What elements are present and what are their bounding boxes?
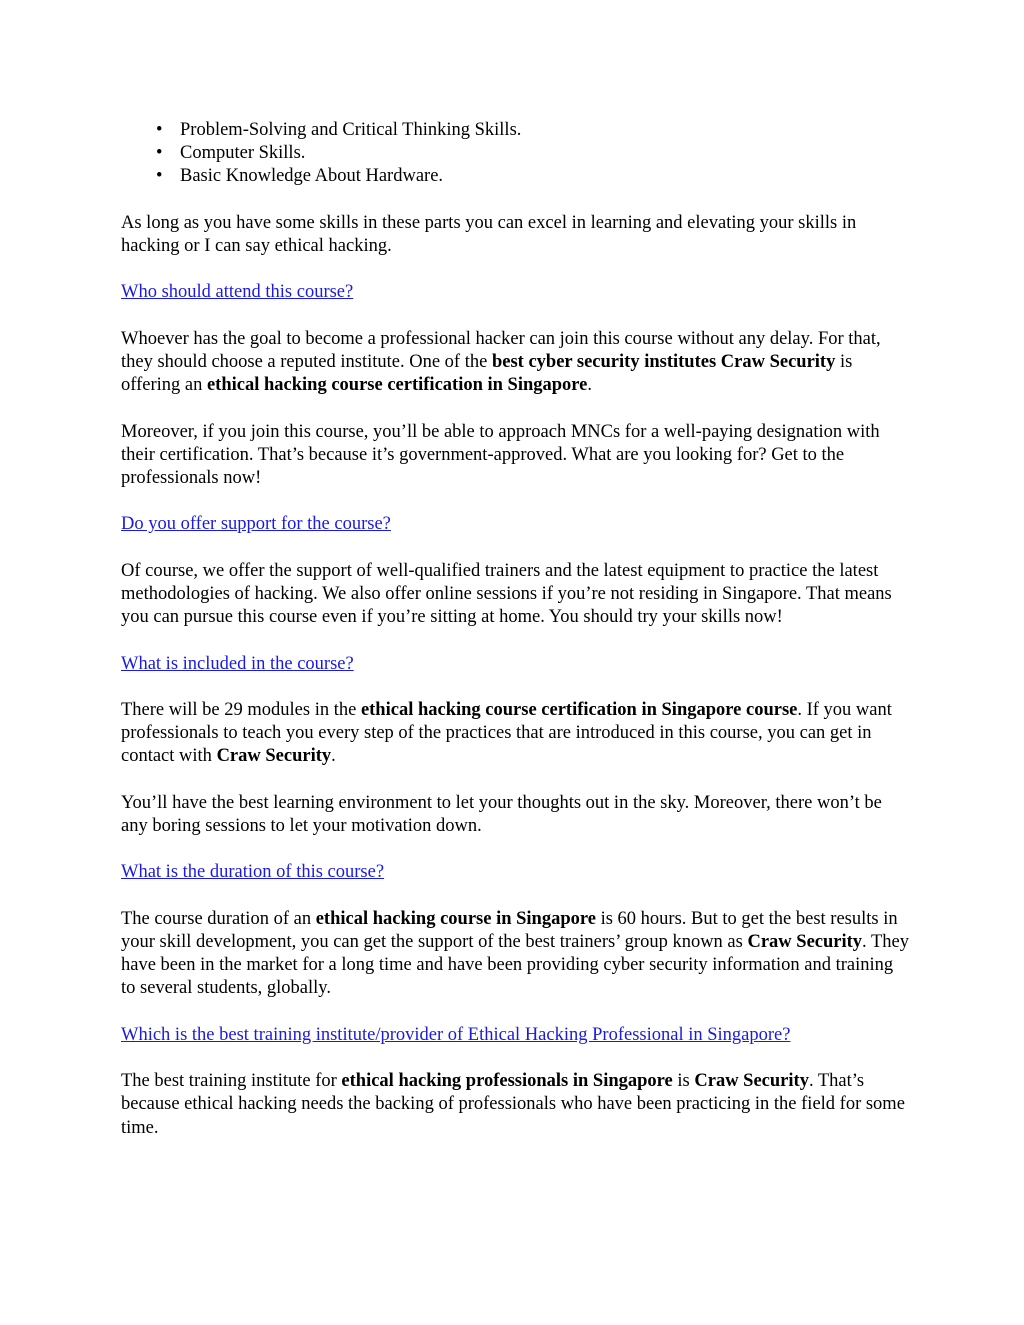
paragraph — [121, 328, 911, 398]
question-heading — [121, 861, 911, 884]
paragraph-text: is 60 hours. But to get the best results in your skill development, you can get the support of the best trainers’ group known as — [121, 908, 898, 952]
bold-text: ethical hacking course in Singapore — [315, 908, 596, 929]
paragraph-text: The course duration of an — [121, 908, 316, 929]
paragraph-text: There will be 29 modules in the — [121, 699, 361, 720]
paragraph — [121, 699, 911, 769]
paragraph: Of course, we offer the support of well-qualified trainers and the latest equipment to practice the latest methodologies of hacking. We also offer online sessions if you’re not residing in Singapore. That means you can pursue this course even if you’re sitting at home. You should try your skills now! — [121, 560, 892, 628]
bold-text: Craw Security — [694, 1071, 809, 1092]
list-item — [121, 119, 911, 142]
question-link-who-should-attend[interactable]: Who should attend this course? — [121, 282, 354, 303]
bullet-icon: • — [156, 166, 163, 187]
list-item — [121, 165, 911, 188]
paragraph: Moreover, if you join this course, you’ll be able to approach MNCs for a well-paying designation with their certification. That’s because it’s government-approved. What are you looking for? Get to the professionals now! — [121, 421, 880, 488]
intro-paragraph: As long as you have some skills in these parts you can excel in learning and elevating your skills in hacking or I can say ethical hacking. — [121, 212, 857, 256]
paragraph — [121, 908, 911, 1001]
bullet-icon: • — [156, 120, 163, 140]
bullet-icon: • — [156, 143, 163, 164]
document-body — [121, 119, 911, 1140]
question-heading — [121, 653, 911, 676]
paragraph-text: . That’s because ethical hacking needs the backing of professionals who have been practicing in the field for some time. — [121, 1071, 905, 1138]
question-link-duration[interactable]: What is the duration of this course? — [121, 862, 385, 883]
paragraph — [121, 1070, 911, 1140]
bold-text: ethical hacking course certification in Singapore — [206, 375, 588, 396]
bold-text: Craw Security — [747, 931, 863, 952]
list-item-text: Computer Skills. — [180, 143, 306, 164]
paragraph-text: . They have been in the market for a long time and have been providing cyber security information and training to several students, globally. — [121, 931, 909, 999]
question-link-included[interactable]: What is included in the course? — [121, 653, 354, 674]
list-item — [121, 142, 911, 165]
bold-text: ethical hacking professionals in Singapore — [341, 1071, 673, 1092]
skills-list — [121, 119, 911, 189]
bold-text: best cyber security institutes Craw Security — [491, 351, 836, 372]
bold-text: ethical hacking course certification in Singapore course — [360, 699, 798, 720]
question-heading — [121, 513, 911, 536]
paragraph-text: Whoever has the goal to become a professional hacker can join this course without any delay. For that, they should choose a reputed institute. One of the — [121, 328, 881, 372]
paragraph-text: The best training institute for — [121, 1071, 342, 1092]
paragraph-text: . If you want professionals to teach you every step of the practices that are introduced in this course, you can get in contact with — [121, 699, 892, 767]
bold-text: Craw Security — [216, 746, 332, 767]
question-heading — [121, 1024, 911, 1047]
paragraph-text: . — [331, 746, 336, 767]
question-heading — [121, 281, 911, 304]
question-link-support[interactable]: Do you offer support for the course? — [121, 514, 391, 535]
list-item-text: Problem-Solving and Critical Thinking Skills. — [180, 120, 522, 140]
paragraph-text: is — [672, 1071, 695, 1092]
question-link-best-institute[interactable]: Which is the best training institute/provider of Ethical Hacking Professional in Singapore? — [121, 1024, 791, 1045]
paragraph: You’ll have the best learning environment to let your thoughts out in the sky. Moreover, there won’t be any boring sessions to let your motivation down. — [121, 792, 882, 836]
paragraph-text: . — [587, 375, 593, 396]
paragraph-text: is offering an — [121, 351, 853, 396]
list-item-text: Basic Knowledge About Hardware. — [180, 166, 444, 187]
